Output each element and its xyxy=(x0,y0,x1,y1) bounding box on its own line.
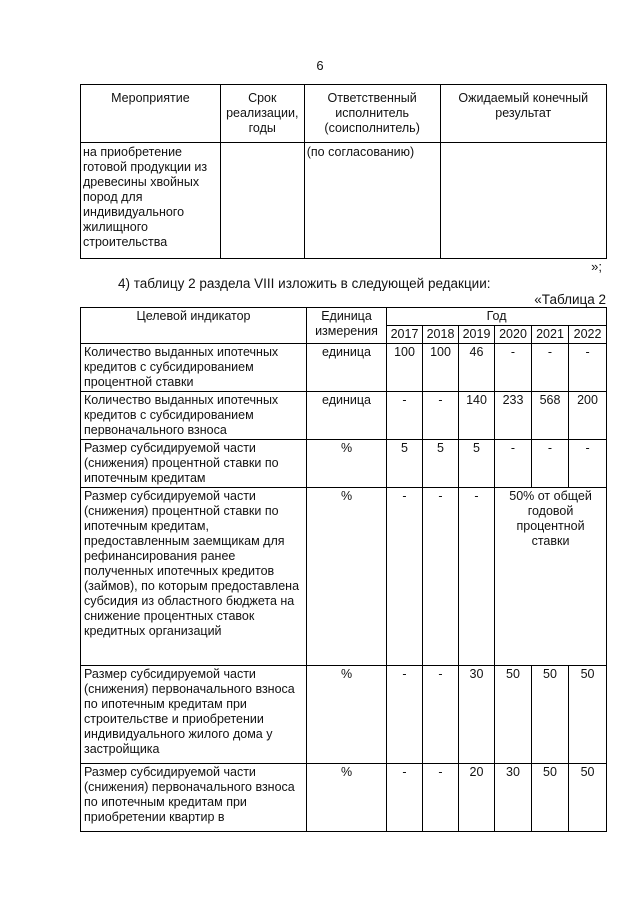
cell-measure: на приобретение готовой продукции из древесины хвойных пород для индивидуального жилищного строительства xyxy=(81,143,221,259)
table-row xyxy=(81,488,607,666)
table-row xyxy=(81,440,607,488)
value-2017: 5 xyxy=(387,440,423,488)
header-executor: Ответственный исполнитель (соисполнитель) xyxy=(304,85,440,143)
indicator-name: Размер субсидируемой части (снижения) процентной ставки по ипотечным кредитам xyxy=(81,440,307,488)
value-2017: - xyxy=(387,666,423,764)
page-number: 6 xyxy=(316,58,324,73)
value-2018: 5 xyxy=(423,440,459,488)
indicator-unit: единица xyxy=(307,344,387,392)
header-measure: Мероприятие xyxy=(81,85,221,143)
value-2020: 50 xyxy=(495,666,532,764)
table-row xyxy=(81,764,607,832)
value-2021: - xyxy=(532,440,569,488)
header-result: Ожидаемый конечный результат xyxy=(440,85,606,143)
measures-table-row xyxy=(81,143,607,259)
header-indicator: Целевой индикатор xyxy=(81,308,307,344)
indicator-unit: % xyxy=(307,488,387,666)
indicator-unit: единица xyxy=(307,392,387,440)
value-2022: - xyxy=(569,440,607,488)
table-caption: «Таблица 2 xyxy=(534,292,606,307)
indicator-name: Количество выданных ипотечных кредитов с субсидированием первоначального взноса xyxy=(81,392,307,440)
table-row xyxy=(81,392,607,440)
value-2017: - xyxy=(387,488,423,666)
value-2021: - xyxy=(532,344,569,392)
value-2020: 233 xyxy=(495,392,532,440)
indicators-header-row xyxy=(81,308,607,326)
indicator-name: Размер субсидируемой части (снижения) первоначального взноса по ипотечным кредитам при строительстве и приобретении индивидуального жилого дома у застройщика xyxy=(81,666,307,764)
value-2022: 50 xyxy=(569,764,607,832)
value-2021: 50 xyxy=(532,764,569,832)
closing-quote: »; xyxy=(591,259,602,274)
year-2020: 2020 xyxy=(495,326,532,344)
measures-table xyxy=(80,84,607,259)
value-2019: 140 xyxy=(459,392,495,440)
value-2022: - xyxy=(569,344,607,392)
value-2022: 50 xyxy=(569,666,607,764)
value-2022: 200 xyxy=(569,392,607,440)
value-2019: 46 xyxy=(459,344,495,392)
year-2017: 2017 xyxy=(387,326,423,344)
value-2021: 50 xyxy=(532,666,569,764)
indicator-unit: % xyxy=(307,666,387,764)
value-2020: 30 xyxy=(495,764,532,832)
header-unit: Единица измерения xyxy=(307,308,387,344)
value-2021: 568 xyxy=(532,392,569,440)
year-2019: 2019 xyxy=(459,326,495,344)
indicator-unit: % xyxy=(307,764,387,832)
indicator-name: Размер субсидируемой части (снижения) первоначального взноса по ипотечным кредитам при приобретении квартир в xyxy=(81,764,307,832)
value-2019: 20 xyxy=(459,764,495,832)
value-2020: - xyxy=(495,440,532,488)
header-year: Год xyxy=(387,308,607,326)
indicator-name: Количество выданных ипотечных кредитов с субсидированием процентной ставки xyxy=(81,344,307,392)
value-2017: 100 xyxy=(387,344,423,392)
cell-term xyxy=(220,143,304,259)
year-2021: 2021 xyxy=(532,326,569,344)
merged-rate-note: 50% от общей годовой процентной ставки xyxy=(495,488,607,666)
indicator-unit: % xyxy=(307,440,387,488)
cell-executor: (по согласованию) xyxy=(304,143,440,259)
year-2018: 2018 xyxy=(423,326,459,344)
value-2018: - xyxy=(423,488,459,666)
value-2017: - xyxy=(387,392,423,440)
section-heading: 4) таблицу 2 раздела VIII изложить в следующей редакции: xyxy=(118,276,491,291)
value-2017: - xyxy=(387,764,423,832)
value-2018: 100 xyxy=(423,344,459,392)
value-2018: - xyxy=(423,392,459,440)
indicator-name: Размер субсидируемой части (снижения) процентной ставки по ипотечным кредитам, предоставленным заемщикам для рефинансирования ранее полученных ипотечных кредитов (займов), по которым предоставлена субсидия из областного бюджета на снижение процентных ставок кредитных организаций xyxy=(81,488,307,666)
value-2018: - xyxy=(423,764,459,832)
value-2018: - xyxy=(423,666,459,764)
value-2019: 5 xyxy=(459,440,495,488)
header-term: Срок реализации, годы xyxy=(220,85,304,143)
year-2022: 2022 xyxy=(569,326,607,344)
indicators-table xyxy=(80,307,607,832)
table-row xyxy=(81,344,607,392)
cell-result xyxy=(440,143,606,259)
table-row xyxy=(81,666,607,764)
value-2020: - xyxy=(495,344,532,392)
value-2019: - xyxy=(459,488,495,666)
value-2019: 30 xyxy=(459,666,495,764)
measures-table-header-row xyxy=(81,85,607,143)
